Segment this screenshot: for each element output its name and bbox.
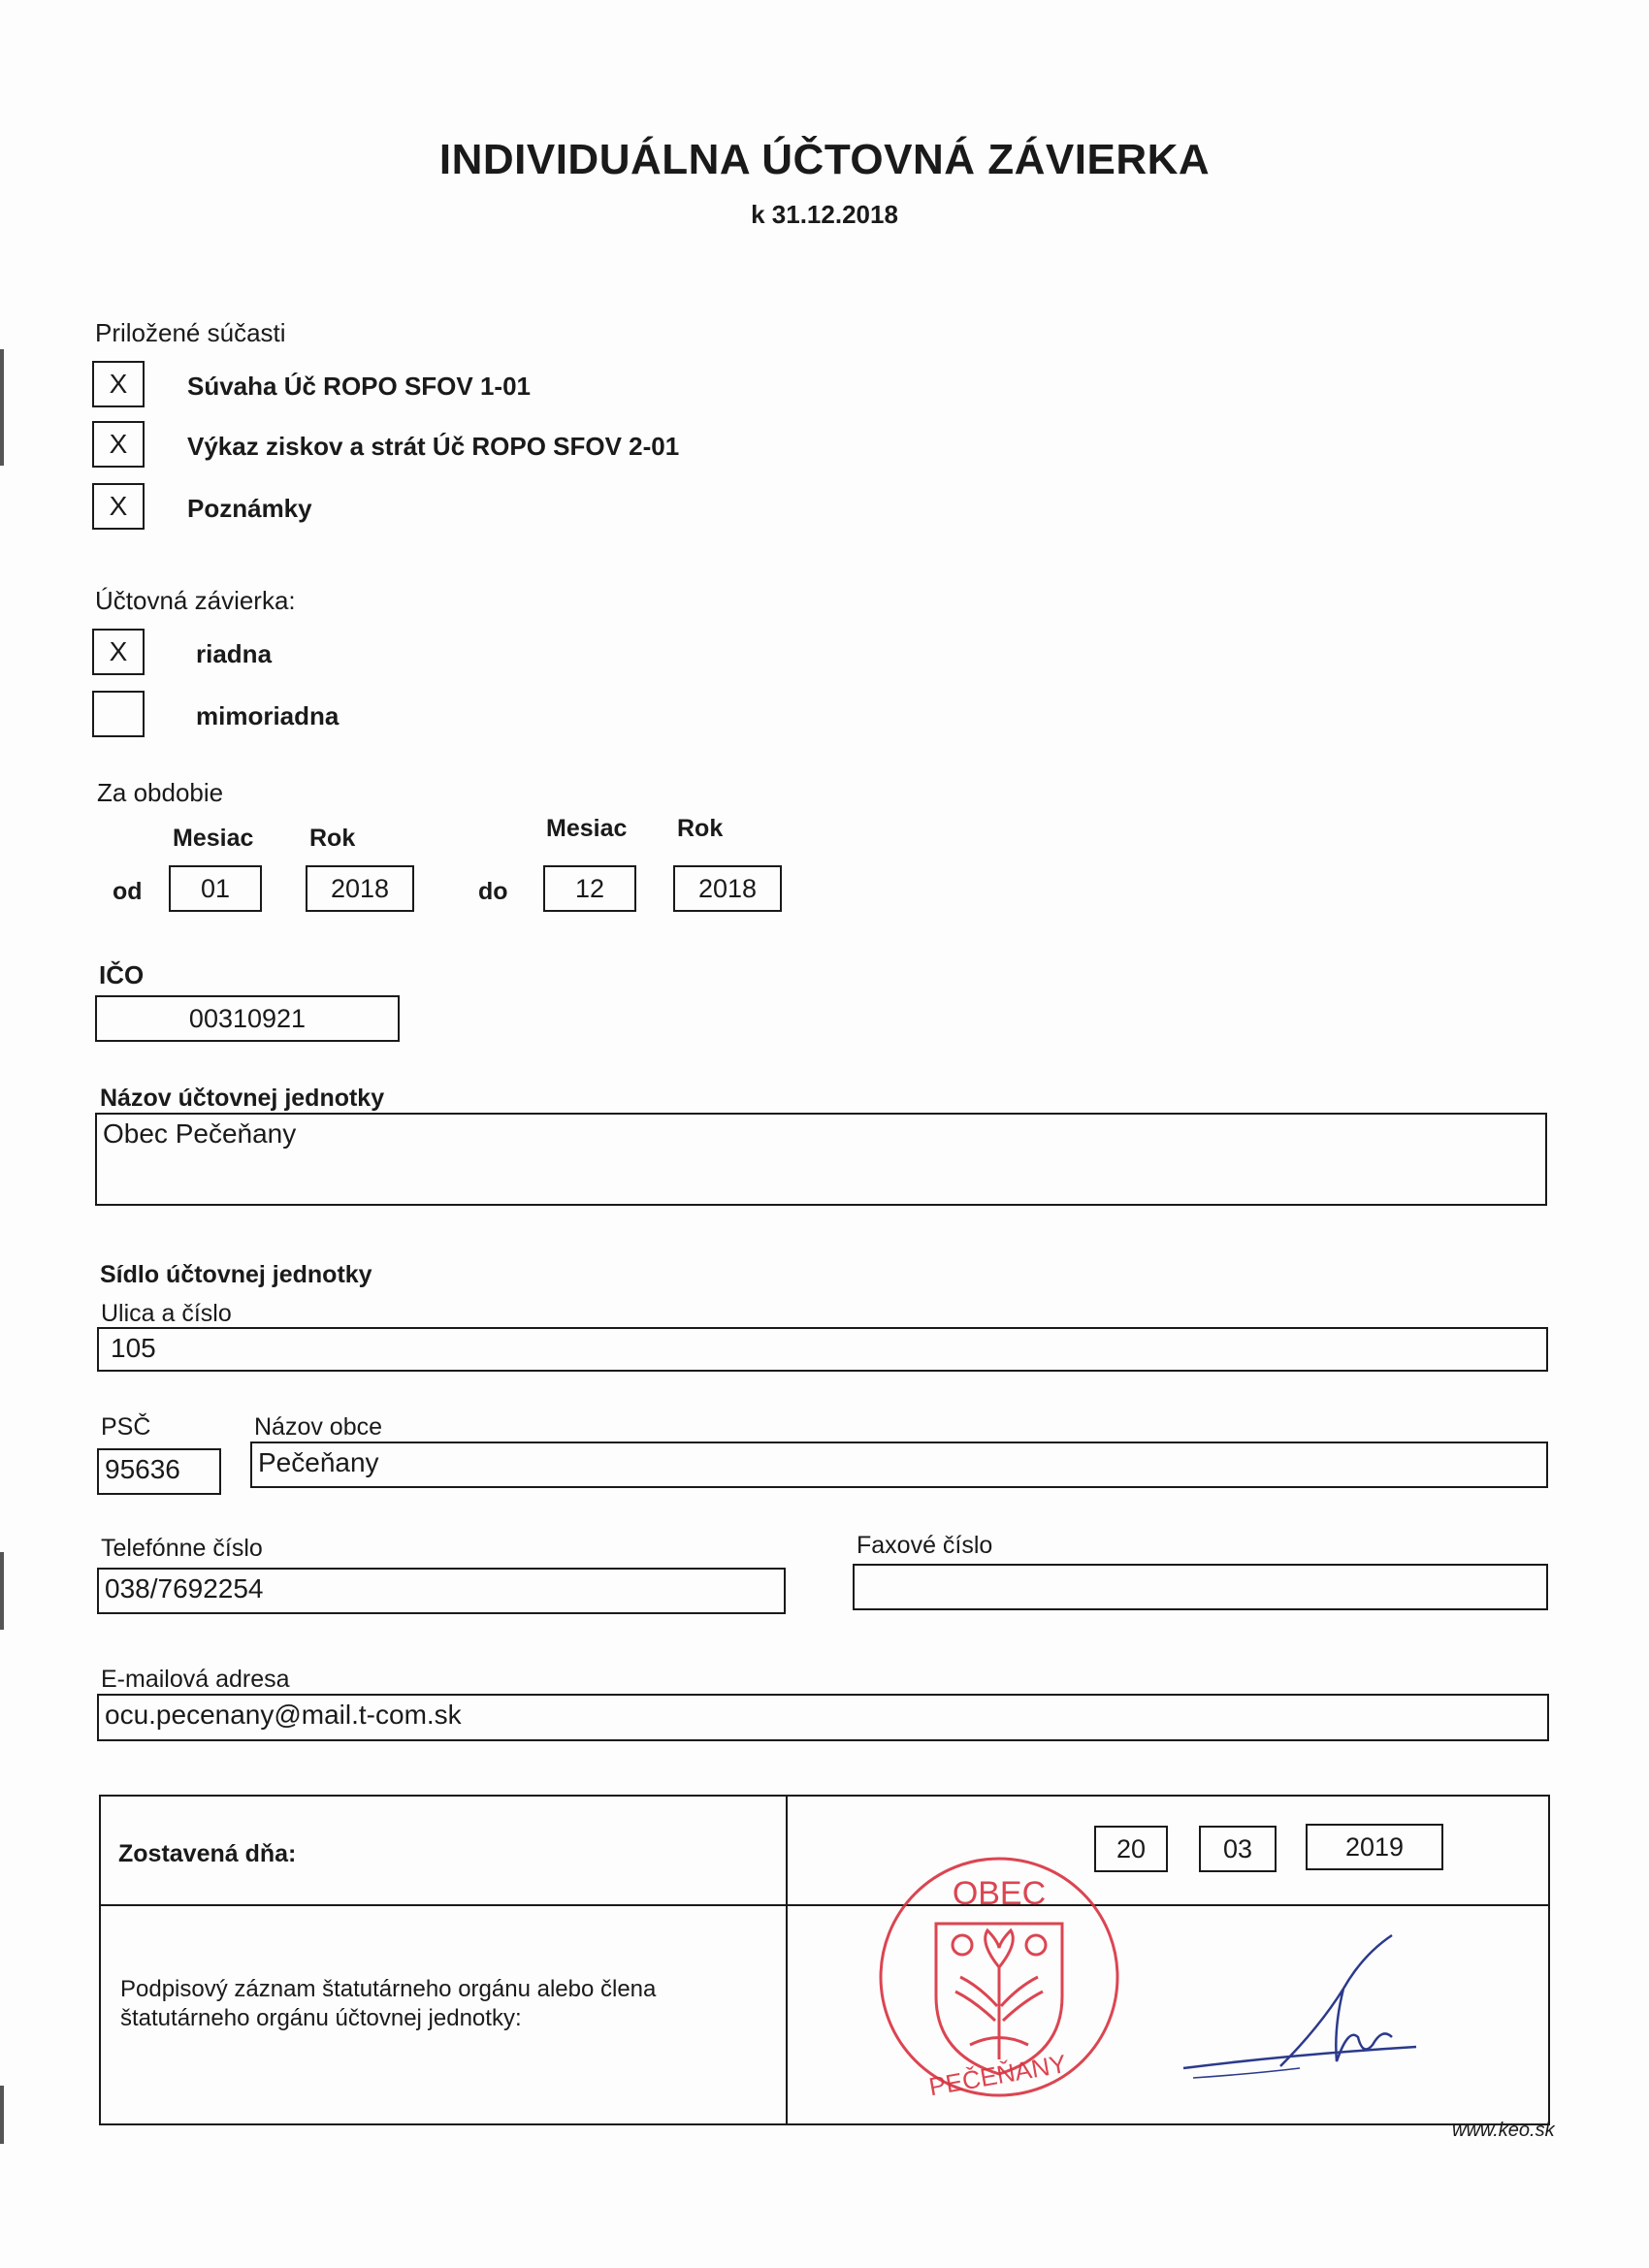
compiled-date-label: Zostavená dňa: (118, 1840, 297, 1867)
document-date: k 31.12.2018 (751, 200, 898, 229)
compiled-day-field[interactable]: 20 (1094, 1826, 1168, 1872)
period-to-label: do (478, 878, 508, 905)
entity-name-field[interactable]: Obec Pečeňany (95, 1113, 1547, 1206)
city-field[interactable]: Pečeňany (250, 1442, 1548, 1488)
ico-field[interactable]: 00310921 (95, 995, 400, 1042)
period-from-month-field[interactable]: 01 (169, 865, 262, 912)
period-from-month-label: Mesiac (173, 825, 254, 852)
entity-name-label: Názov účtovnej jednotky (100, 1085, 385, 1112)
period-heading: Za obdobie (97, 778, 224, 807)
psc-field[interactable]: 95636 (97, 1448, 221, 1495)
compiled-year-field[interactable]: 2019 (1306, 1824, 1443, 1870)
attachment-label-balance: Súvaha Úč ROPO SFOV 1-01 (187, 372, 532, 401)
attachment-label-profit-loss: Výkaz ziskov a strát Úč ROPO SFOV 2-01 (187, 432, 680, 461)
phone-label: Telefónne číslo (101, 1535, 263, 1562)
statement-type-label-regular: riadna (196, 639, 273, 668)
email-label: E-mailová adresa (101, 1666, 290, 1693)
signature-label-line2: štatutárneho orgánu účtovnej jednotky: (120, 2005, 522, 2031)
email-field[interactable]: ocu.pecenany@mail.t-com.sk (97, 1694, 1549, 1741)
signature-scribble (1174, 1921, 1465, 2095)
attachment-checkbox-notes[interactable]: X (92, 483, 145, 530)
document-title: INDIVIDUÁLNA ÚČTOVNÁ ZÁVIERKA (438, 136, 1211, 183)
period-to-month-label: Mesiac (546, 815, 628, 842)
statement-type-label-extraordinary: mimoriadna (196, 701, 340, 730)
official-stamp (873, 1851, 1125, 2103)
attachment-checkbox-balance[interactable]: X (92, 361, 145, 407)
period-from-label: od (113, 878, 143, 905)
scan-margin-mark (0, 349, 4, 466)
period-from-year-label: Rok (309, 825, 356, 852)
statement-type-checkbox-regular[interactable]: X (92, 629, 145, 675)
address-heading: Sídlo účtovnej jednotky (100, 1261, 372, 1288)
stamp-bottom-text: PEČEŇANY (926, 2048, 1069, 2102)
phone-field[interactable]: 038/7692254 (97, 1568, 786, 1614)
attachment-checkbox-profit-loss[interactable]: X (92, 421, 145, 468)
attachments-heading: Priložené súčasti (95, 318, 286, 347)
signature-table-divider (99, 1904, 1550, 1906)
city-label: Názov obce (254, 1413, 383, 1441)
fax-label: Faxové číslo (857, 1532, 993, 1559)
scan-margin-mark (0, 1552, 4, 1630)
stamp-top-text: OBEC (952, 1875, 1047, 1912)
period-to-month-field[interactable]: 12 (543, 865, 636, 912)
fax-field[interactable] (853, 1564, 1548, 1610)
period-to-year-label: Rok (677, 815, 724, 842)
scan-margin-mark (0, 2086, 4, 2144)
street-label: Ulica a číslo (101, 1300, 232, 1327)
signature-label-line1: Podpisový záznam štatutárneho orgánu alebo člena (120, 1976, 657, 2002)
compiled-month-field[interactable]: 03 (1199, 1826, 1277, 1872)
period-to-year-field[interactable]: 2018 (673, 865, 782, 912)
signature-table-divider (786, 1795, 788, 2125)
statement-type-heading: Účtovná závierka: (95, 586, 296, 615)
psc-label: PSČ (101, 1413, 151, 1441)
street-field[interactable]: 105 (97, 1327, 1548, 1372)
period-from-year-field[interactable]: 2018 (306, 865, 414, 912)
attachment-label-notes: Poznámky (187, 494, 312, 523)
ico-label: IČO (99, 960, 145, 989)
statement-type-checkbox-extraordinary[interactable] (92, 691, 145, 737)
footer-source: www.keo.sk (1452, 2120, 1555, 2141)
